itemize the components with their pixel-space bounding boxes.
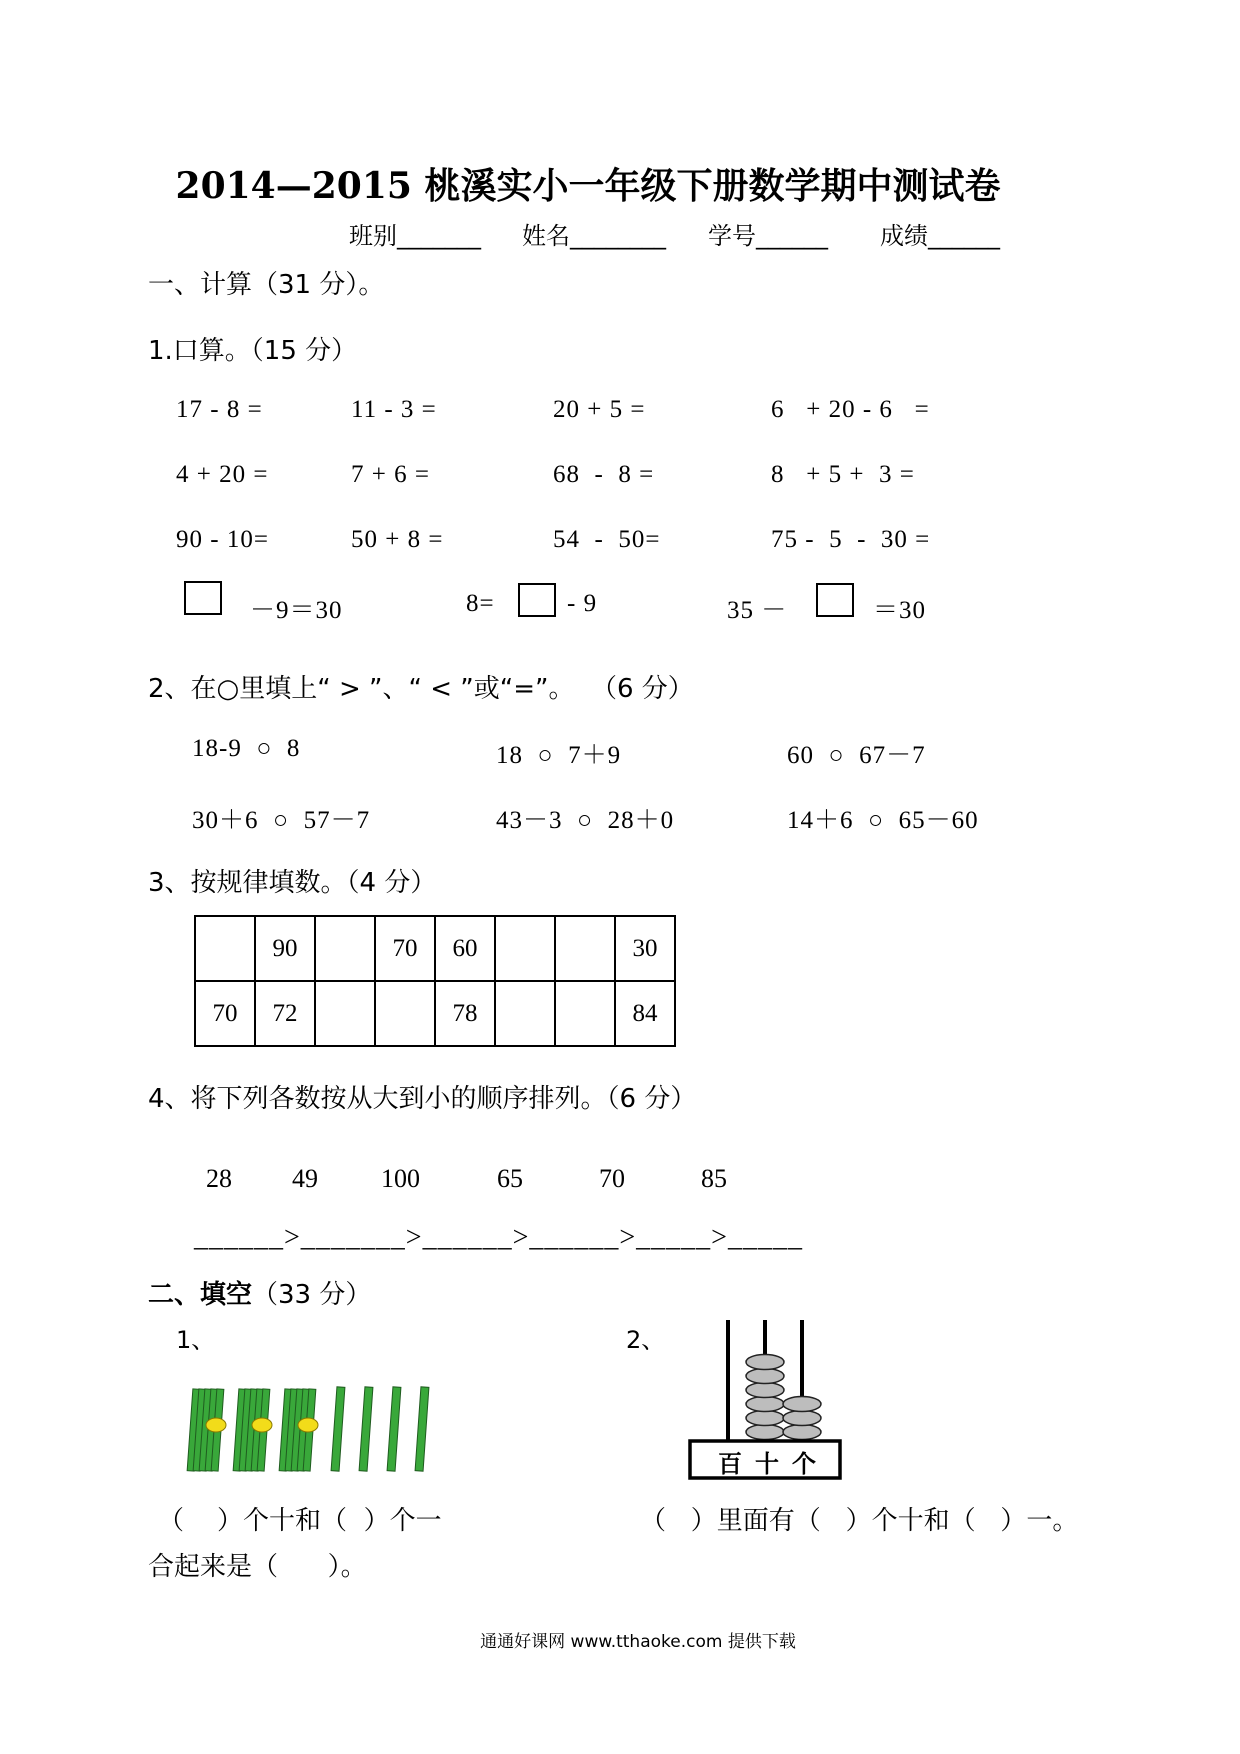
- table-cell: 70: [375, 916, 435, 981]
- stick: [331, 1387, 345, 1471]
- compare-item: 60 ○ 67－7: [787, 742, 926, 769]
- table-cell[interactable]: [495, 981, 555, 1046]
- compare-item: 18 ○ 7＋9: [496, 742, 622, 769]
- table-cell[interactable]: [555, 981, 615, 1046]
- table-cell: 78: [435, 981, 495, 1046]
- bead: [783, 1425, 821, 1440]
- compare-item: 14＋6 ○ 65－60: [787, 807, 979, 834]
- student-number-field: 学号______: [708, 222, 828, 250]
- score-field: 成绩______: [880, 222, 1000, 250]
- section2-score: （33 分）: [252, 1280, 372, 1310]
- stick: [387, 1387, 401, 1471]
- equation: 8 + 5 + 3 =: [771, 461, 915, 488]
- s2-q1-text: （ ）个十和（ ）个一: [158, 1506, 442, 1536]
- table-cell[interactable]: [555, 916, 615, 981]
- s2-q1-label: 1、: [176, 1326, 216, 1354]
- bead: [746, 1355, 784, 1370]
- s2-q2-label: 2、: [626, 1326, 666, 1354]
- table-cell: 90: [255, 916, 315, 981]
- ordering-blanks[interactable]: ______>_______>______>______>_____>_____: [194, 1222, 803, 1253]
- answer-box[interactable]: [518, 583, 556, 617]
- equation: 54 - 50=: [553, 526, 661, 553]
- equation-part: ＝30: [873, 597, 927, 624]
- equation: 90 - 10=: [176, 526, 269, 553]
- q3-heading: 3、按规律填数。（4 分）: [148, 868, 437, 898]
- compare-item: 18-9 ○ 8: [192, 735, 301, 762]
- table-cell: 72: [255, 981, 315, 1046]
- q4-heading: 4、将下列各数按从大到小的顺序排列。（6 分）: [148, 1084, 697, 1114]
- s2-q1-text-line2: 合起来是（ ）。: [148, 1552, 367, 1582]
- section2-title: 二、填空: [148, 1280, 253, 1310]
- section1-heading: 一、计算（31 分）。: [148, 270, 385, 300]
- section2-heading: [148, 1274, 371, 1311]
- equation: 50 + 8 =: [351, 526, 444, 553]
- s2-q2-text: （ ）里面有（ ）个十和（ ）一。: [640, 1506, 1079, 1536]
- number-item: 65: [497, 1164, 523, 1193]
- number-item: 100: [381, 1164, 420, 1193]
- table-cell: 70: [195, 981, 255, 1046]
- name-field: 姓名________: [522, 222, 666, 250]
- equation-part: - 9: [567, 590, 598, 617]
- bead: [746, 1369, 784, 1384]
- equation: 17 - 8 =: [176, 396, 263, 423]
- stick: [359, 1387, 373, 1471]
- answer-box[interactable]: [184, 581, 222, 615]
- table-cell[interactable]: [495, 916, 555, 981]
- q1-heading: 1.口算。（15 分）: [148, 336, 358, 366]
- number-item: 28: [206, 1164, 232, 1193]
- equation: 6 + 20 - 6 =: [771, 396, 930, 423]
- table-cell: 30: [615, 916, 675, 981]
- equation-part: 35 －: [727, 597, 788, 624]
- equation: 4 + 20 =: [176, 461, 269, 488]
- page-title: 2014—2015 桃溪实小一年级下册数学期中测试卷: [175, 165, 1001, 207]
- sticks-bundle-icon: [184, 1385, 464, 1477]
- equation: 7 + 6 =: [351, 461, 430, 488]
- equation: 75 - 5 - 30 =: [771, 526, 931, 553]
- number-item: 49: [292, 1164, 318, 1193]
- equation: 11 - 3 =: [351, 396, 437, 423]
- footer: 通通好课网 www.tthaoke.com 提供下载: [480, 1632, 796, 1652]
- answer-box[interactable]: [816, 583, 854, 617]
- abacus-label-tens: 十: [755, 1450, 779, 1478]
- compare-item: 43－3 ○ 28＋0: [496, 807, 675, 834]
- bead: [746, 1397, 784, 1412]
- pattern-table: [194, 915, 676, 1047]
- equation: 20 + 5 =: [553, 396, 646, 423]
- equation: 68 - 8 =: [553, 461, 655, 488]
- table-cell[interactable]: [315, 916, 375, 981]
- table-cell[interactable]: [315, 981, 375, 1046]
- class-field: 班别_______: [349, 222, 481, 250]
- number-item: 70: [599, 1164, 625, 1193]
- stick: [415, 1387, 429, 1471]
- table-cell: 60: [435, 916, 495, 981]
- ribbon: [252, 1418, 272, 1432]
- number-item: 85: [701, 1164, 727, 1193]
- bead: [746, 1383, 784, 1398]
- table-cell[interactable]: [375, 981, 435, 1046]
- bead: [746, 1411, 784, 1426]
- q2-heading: 2、在○里填上“ > ”、“ < ”或“=”。 （6 分）: [148, 674, 694, 704]
- table-row: [195, 916, 675, 981]
- bead: [783, 1397, 821, 1412]
- ribbon: [298, 1418, 318, 1432]
- bead: [783, 1411, 821, 1426]
- compare-item: 30＋6 ○ 57－7: [192, 807, 371, 834]
- equation-part: －9＝30: [250, 597, 343, 624]
- bead: [746, 1425, 784, 1440]
- table-row: [195, 981, 675, 1046]
- table-cell: 84: [615, 981, 675, 1046]
- ribbon: [206, 1418, 226, 1432]
- abacus-label-hundreds: 百: [718, 1450, 742, 1478]
- abacus-label-ones: 个: [792, 1450, 816, 1478]
- table-cell[interactable]: [195, 916, 255, 981]
- equation-part: 8=: [466, 590, 495, 617]
